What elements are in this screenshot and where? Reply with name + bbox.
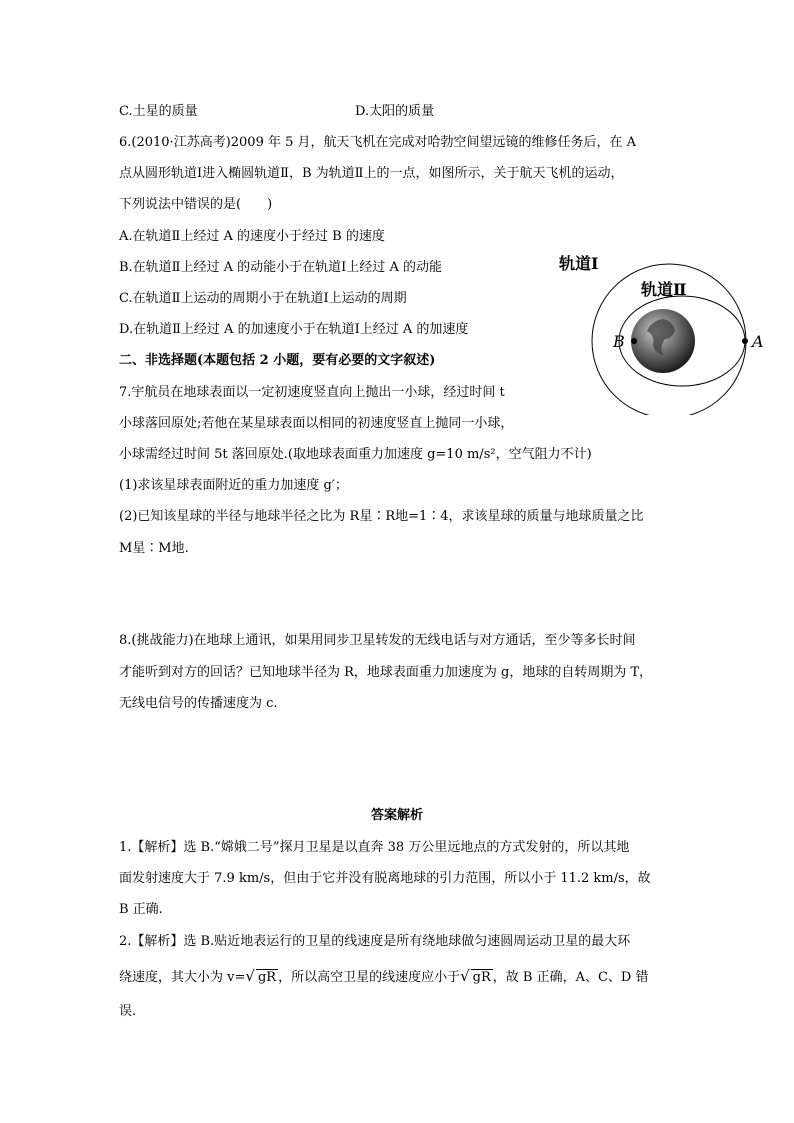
a1-line3: B 正确. (119, 902, 163, 917)
orbit-1-label: 轨道Ⅰ (559, 254, 599, 273)
q8-line3: 无线电信号的传播速度为 c. (119, 696, 278, 711)
a2-line2 (119, 968, 648, 986)
q6-option-b: B.在轨道Ⅱ上经过 A 的动能小于在轨道Ⅰ上经过 A 的动能 (119, 260, 442, 275)
q6-option-a: A.在轨道Ⅱ上经过 A 的速度小于经过 B 的速度 (119, 229, 385, 244)
q8-line2: 才能听到对方的回话？已知地球半径为 R，地球表面重力加速度为 g，地球的自转周期为 T， (119, 665, 653, 680)
q8-line1: 8.(挑战能力)在地球上通讯，如果用同步卫星转发的无线电话与对方通话，至少等多长时间 (119, 633, 636, 648)
a1-line1: 1.【解析】选 B.“嫦娥二号”探月卫星是以直奔 38 万公里远地点的方式发射的，所以其地 (119, 840, 630, 855)
point-a-label: A (752, 332, 764, 351)
q7-sub1: (1)求该星球表面附近的重力加速度 g′； (119, 478, 348, 493)
q7-line2: 小球落回原处;若他在某星球表面以相同的初速度竖直上抛同一小球， (119, 416, 514, 431)
a2-line2-mid: ，所以高空卫星的线速度应小于 (278, 970, 461, 985)
q7-sub2b: M星∶M地. (119, 541, 189, 556)
a2-line2-post: ，故 B 正确，A、C、D 错 (492, 970, 649, 985)
q7-line1: 7.宇航员在地球表面以一定初速度竖直向上抛出一小球，经过时间 t (119, 385, 505, 400)
point-b-label: B (613, 332, 625, 351)
a1-line2: 面发射速度大于 7.9 km/s，但由于它并没有脱离地球的引力范围，所以小于 11.2 km/s，故 (119, 871, 651, 886)
q6-line3: 下列说法中错误的是( ) (119, 197, 273, 212)
q6-line1: 6.(2010·江苏高考)2009 年 5 月，航天飞机在完成对哈勃空间望远镜的维修任务后，在 A (119, 135, 637, 150)
sqrt-icon: √ (460, 967, 470, 985)
option-d-prev: D.太阳的质量 (355, 104, 435, 119)
answers-title: 答案解析 (370, 808, 423, 823)
point-a-marker (742, 338, 748, 344)
q6-option-d: D.在轨道Ⅱ上经过 A 的加速度小于在轨道Ⅰ上经过 A 的加速度 (119, 322, 469, 337)
sqrt-gr-1: gR (257, 970, 277, 985)
sqrt-gr-2: gR (472, 970, 491, 985)
q7-line3: 小球需经过时间 5t 落回原处.(取地球表面重力加速度 g=10 m/s²，空气阻力不计) (119, 447, 592, 462)
q6-line2: 点从圆形轨道Ⅰ进入椭圆轨道Ⅱ，B 为轨道Ⅱ上的一点，如图所示，关于航天飞机的运动， (119, 166, 624, 181)
orbit-figure (555, 245, 785, 415)
a2-line1: 2.【解析】选 B.贴近地表运行的卫星的线速度是所有绕地球做匀速圆周运动卫星的最大环 (119, 934, 631, 949)
q6-option-c: C.在轨道Ⅱ上运动的周期小于在轨道Ⅰ上运动的周期 (119, 291, 407, 306)
option-c-prev: C.土星的质量 (119, 104, 198, 119)
section-heading: 二、非选择题(本题包括 2 小题，要有必要的文字叙述) (119, 353, 436, 368)
q7-sub2: (2)已知该星球的半径与地球半径之比为 R星∶R地=1∶4，求该星球的质量与地球质量之比 (119, 509, 644, 524)
a2-line3: 误. (119, 1004, 137, 1019)
sqrt-icon: √ (245, 967, 255, 985)
orbit-2-label: 轨道Ⅱ (641, 280, 687, 299)
point-b-marker (631, 338, 637, 344)
a2-line2-pre: 绕速度，其大小为 v= (119, 970, 246, 985)
